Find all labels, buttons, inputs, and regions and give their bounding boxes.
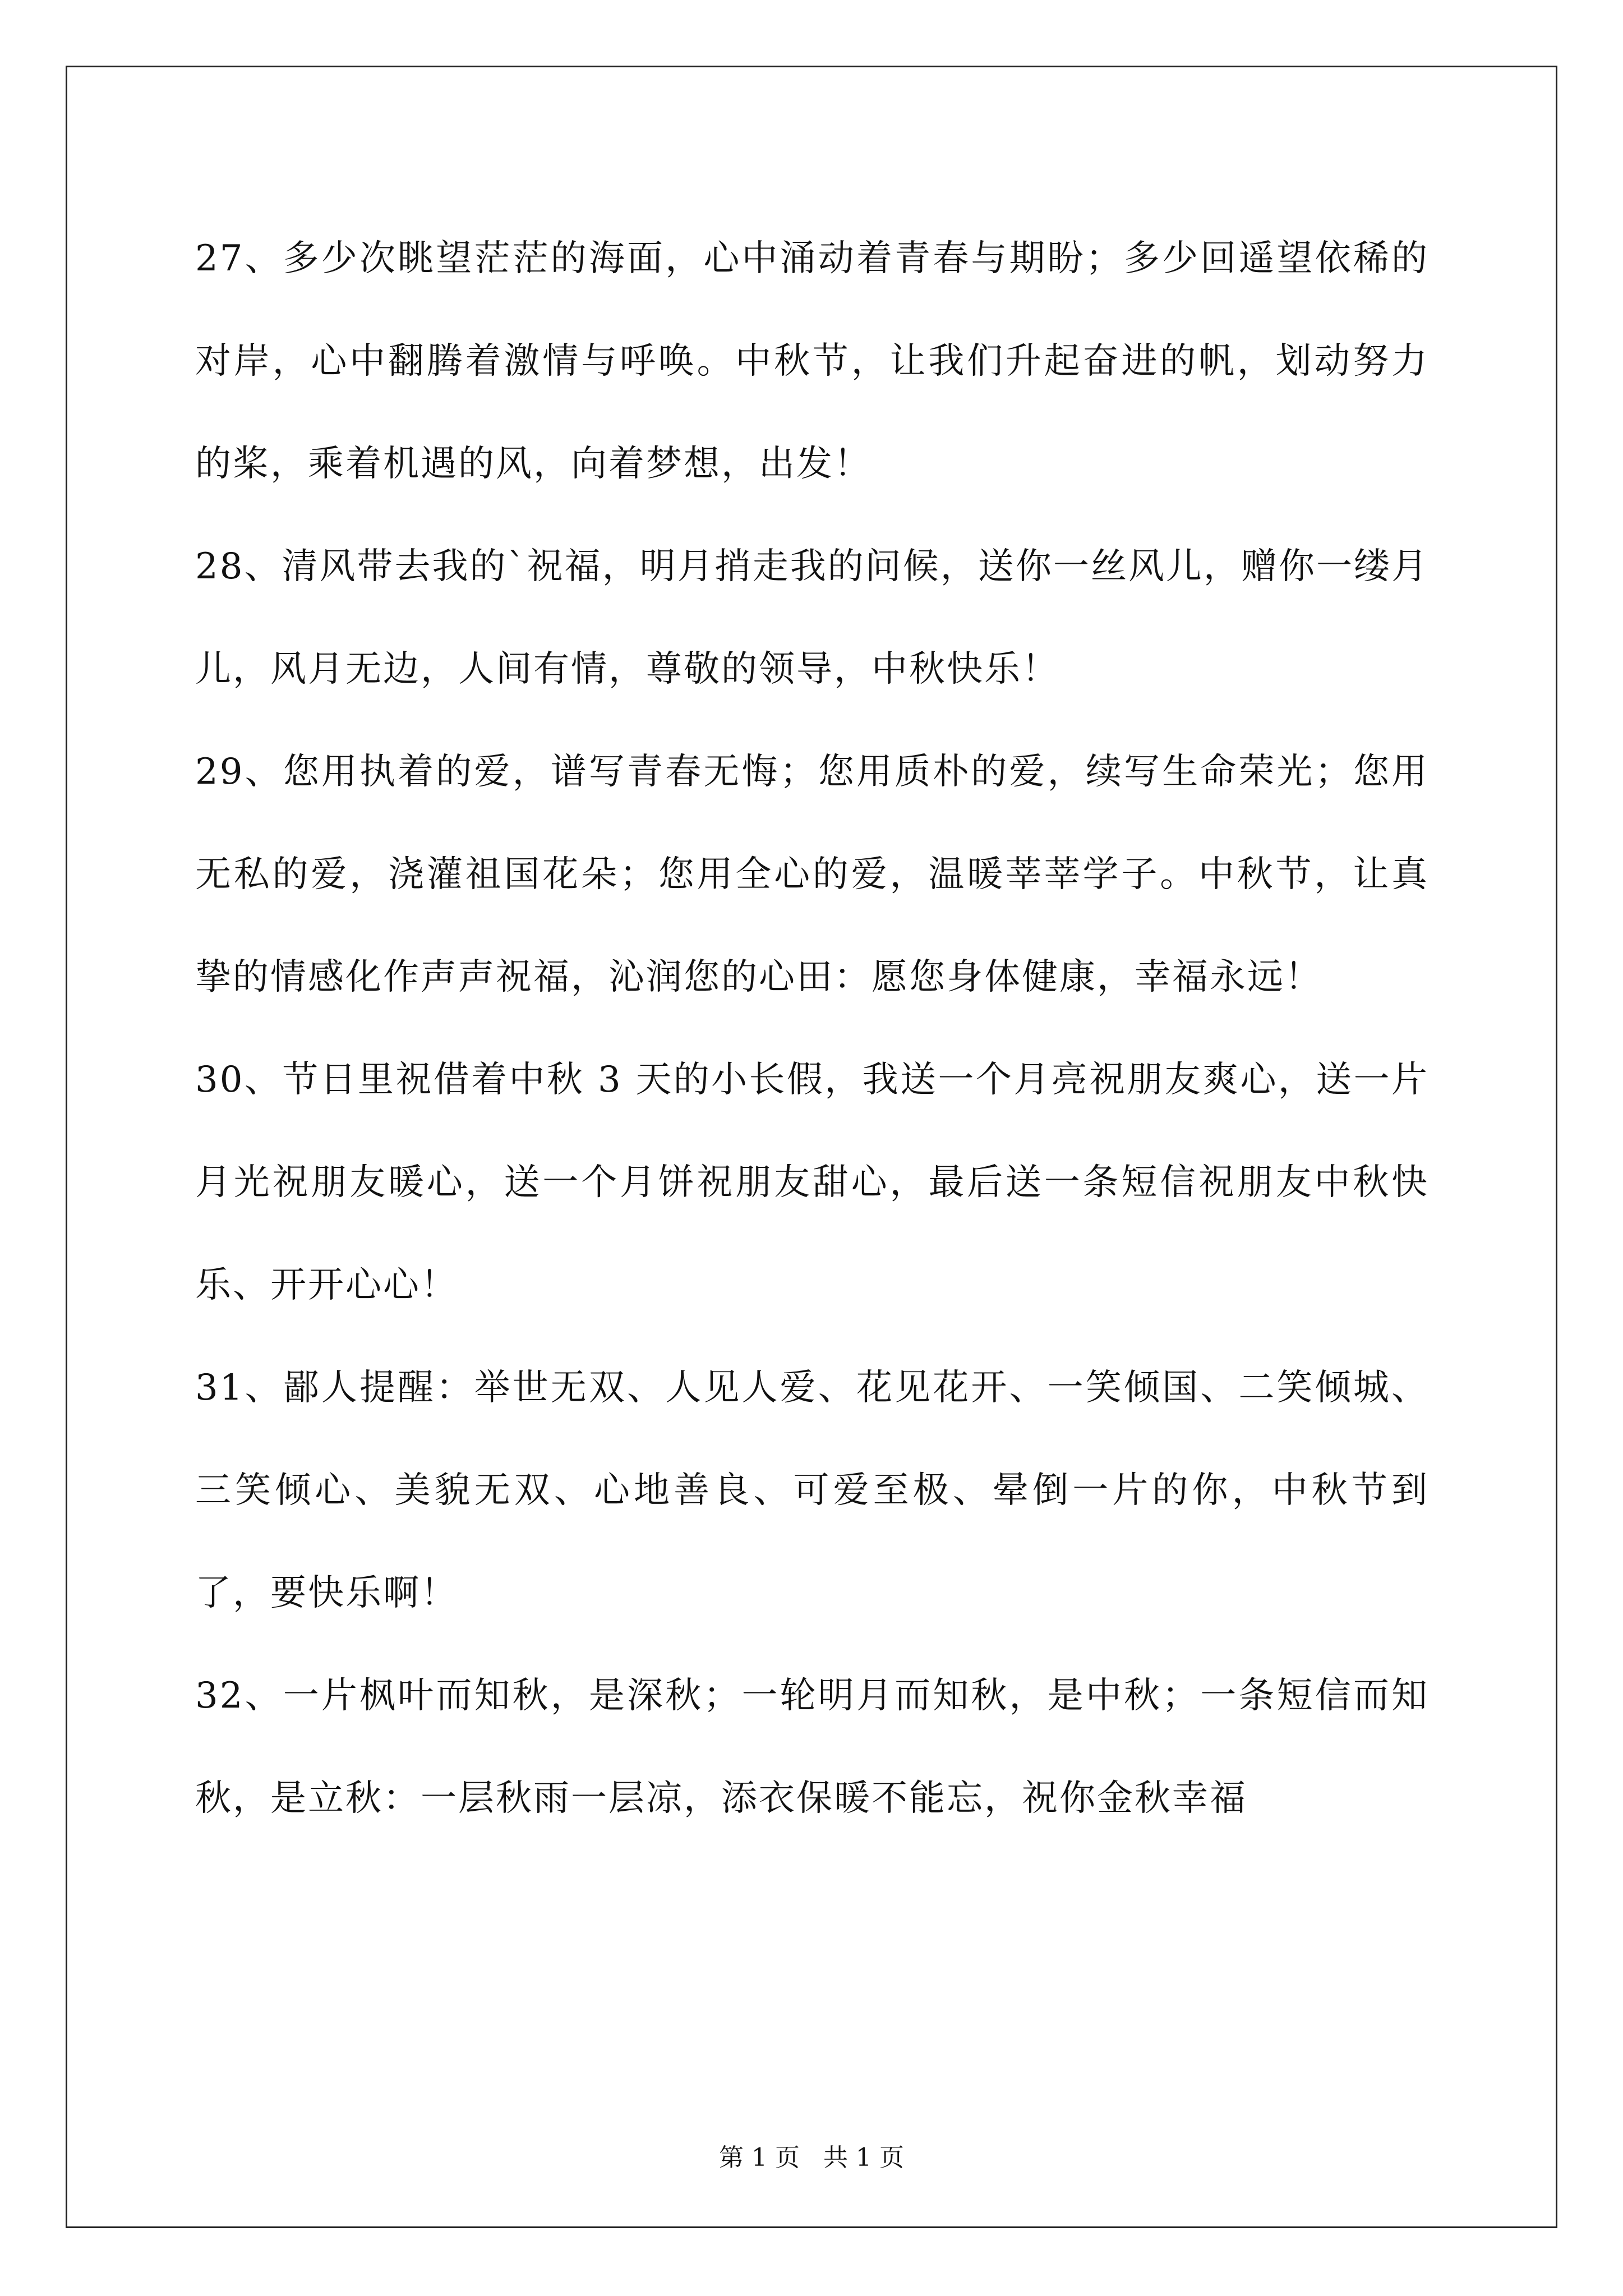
paragraph-30: 30、节日里祝借着中秋 3 天的小长假，我送一个月亮祝朋友爽心，送一片月光祝朋友暖心，送一个月饼祝朋友甜心，最后送一条短信祝朋友中秋快乐、开开心心！ [195,1059,1429,1306]
paragraph-31: 31、鄙人提醒：举世无双、人见人爱、花见花开、一笑倾国、二笑倾城、三笑倾心、美貌无双、心地善良、可爱至极、晕倒一片的你，中秋节到了，要快乐啊！ [195,1367,1429,1614]
page-total: 共 1 页 [823,2143,904,2172]
page-footer [0,2137,1623,2173]
paragraph-32: 32、一片枫叶而知秋，是深秋；一轮明月而知秋，是中秋；一条短信而知秋，是立秋：一层秋雨一层凉，添衣保暖不能忘，祝你金秋幸福 [195,1675,1429,1819]
document-body [195,208,1429,1850]
paragraph-29: 29、您用执着的爱，谱写青春无悔；您用质朴的爱，续写生命荣光；您用无私的爱，浇灌祖国花朵；您用全心的爱，温暖莘莘学子。中秋节，让真挚的情感化作声声祝福，沁润您的心田：愿您身体健康，幸福永远！ [195,751,1429,998]
paragraph-28: 28、清风带去我的`祝福，明月捎走我的问候，送你一丝风儿，赠你一缕月儿，风月无边，人间有情，尊敬的领导，中秋快乐！ [195,546,1429,690]
paragraph-27: 27、多少次眺望茫茫的海面，心中涌动着青春与期盼；多少回遥望依稀的对岸，心中翻腾着激情与呼唤。中秋节，让我们升起奋进的帆，划动努力的桨，乘着机遇的风，向着梦想，出发！ [195,238,1429,485]
page-number: 第 1 页 [719,2143,800,2172]
